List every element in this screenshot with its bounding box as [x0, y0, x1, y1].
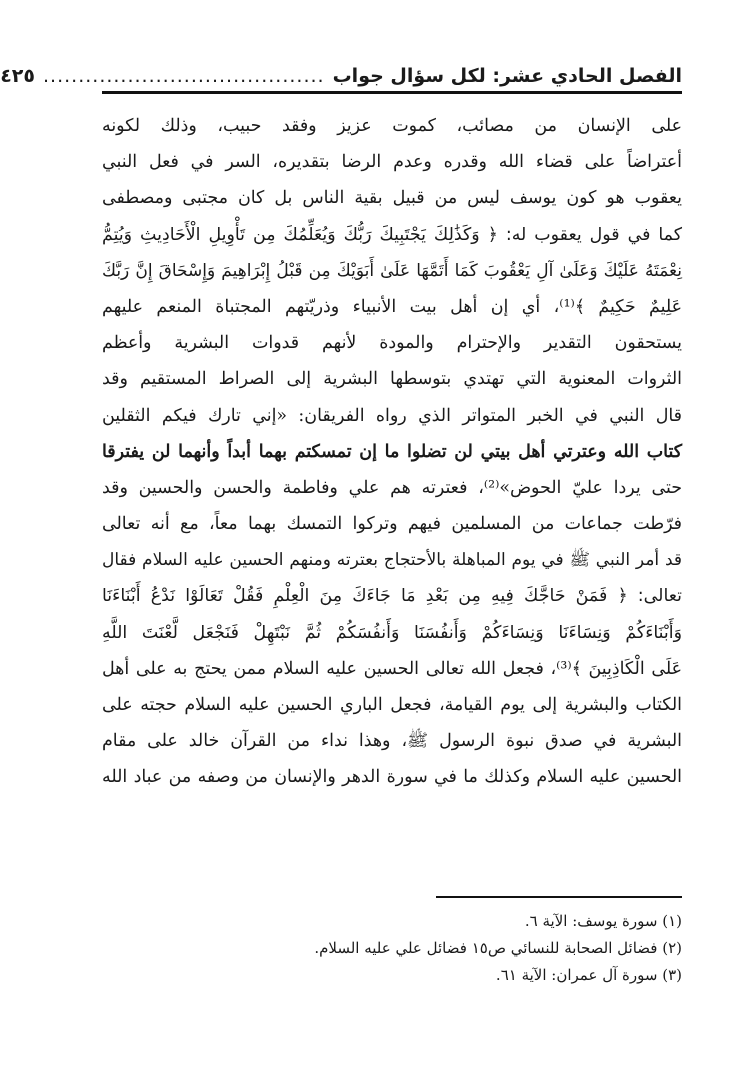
footnote: (٢) فضائل الصحابة للنسائي ص١٥ فضائل علي عليه السلام. — [314, 939, 682, 957]
body-line: على الإنسان من مصائب، كموت عزيز وفقد حبيب، وذلك لكونه — [102, 116, 682, 136]
body-line: فرّطت جماعات من المسلمين فيهم وتركوا التمسك بهما معاً، مع أنه تعالى — [102, 514, 682, 535]
body-line: الحسين عليه السلام وكذلك ما في سورة الدهر والإنسان من وصفه من عباد الله — [102, 767, 682, 788]
header-leader-dots: ........................................ — [43, 65, 325, 87]
body-line: حتى يردا عليّ الحوض»⁽²⁾، فعترته هم علي وفاطمة والحسن والحسين وقد — [102, 477, 682, 498]
chapter-title: الفصل الحادي عشر: لكل سؤال جواب — [332, 65, 682, 87]
body-line: أعتراضاً على قضاء الله وقدره وعدم الرضا بتقديره، السر في فعل النبي — [102, 152, 682, 173]
body-line-quran: كما في قول يعقوب له: ﴿ وَكَذَٰلِكَ يَجْتَبِيكَ رَبُّكَ وَيُعَلِّمُكَ مِن تَأْوِيلِ الْأَحَادِيثِ وَيُتِمُّ — [102, 224, 682, 245]
footnote: (١) سورة يوسف: الآية ٦. — [524, 912, 682, 930]
body-line-hadith: كتاب الله وعترتي أهل بيتي لن تضلوا ما إن تمسكتم بهما أبداً وأنهما لن يفترقا — [102, 441, 682, 462]
body-text — [102, 108, 682, 796]
body-line: البشرية في صدق نبوة الرسول ﷺ، وهذا نداء من القرآن خالد على مقام — [102, 731, 682, 752]
footnote-separator — [436, 896, 682, 898]
body-line: عَلَى الْكَاذِبِينَ ﴾⁽³⁾، فجعل الله تعالى الحسين عليه السلام ممن يحتج به على أهل — [102, 658, 683, 679]
footnotes — [238, 908, 682, 989]
body-line: الثروات المعنوية التي تهتدي بتوسطها البشرية إلى الصراط المستقيم وقد — [102, 369, 682, 390]
body-line-quran: تعالى: ﴿ فَمَنْ حَاجَّكَ فِيهِ مِن بَعْدِ مَا جَاءَكَ مِنَ الْعِلْمِ فَقُلْ تَعَالَوْا نَدْعُ أَبْنَاءَنَا — [102, 586, 682, 607]
body-line: يستحقون التقدير والإحترام والمودة لأنهم قدوات البشرية وأعظم — [102, 333, 682, 354]
body-line: قال النبي في الخبر المتواتر الذي رواه الفريقان: «إني تارك فيكم الثقلين — [102, 405, 682, 426]
page-number: ٤٢٥ — [0, 65, 35, 87]
footnote: (٣) سورة آل عمران: الآية ٦١. — [495, 966, 682, 984]
body-line: يعقوب هو كون يوسف ليس من قبيل بقية الناس بل كان مجتبى ومصطفى — [102, 188, 682, 209]
body-line: قد أمر النبي ﷺ في يوم المباهلة بالأحتجاج بعترته ومنهم الحسين عليه السلام فقال — [102, 550, 682, 571]
page-header — [0, 58, 682, 94]
body-line: عَلِيمٌ حَكِيمٌ ﴾⁽¹⁾، أي إن أهل بيت الأنبياء وذريّتهم المجتباة المنعم عليهم — [102, 296, 682, 317]
body-line: الكتاب والبشرية إلى يوم القيامة، فجعل الباري الحسين عليه السلام حجته على — [102, 695, 682, 715]
body-line-quran: وَأَبْنَاءَكُمْ وَنِسَاءَنَا وَنِسَاءَكُمْ وَأَنفُسَنَا وَأَنفُسَكُمْ ثُمَّ نَبْتَهِلْ فَنَجْعَل لَّعْنَتَ اللَّهِ — [102, 622, 682, 643]
body-line-quran: نِعْمَتَهُ عَلَيْكَ وَعَلَىٰ آلِ يَعْقُوبَ كَمَا أَتَمَّهَا عَلَىٰ أَبَوَيْكَ مِن قَبْلُ إِبْرَاهِيمَ وَإِسْحَاقَ إِنَّ رَبَّكَ — [102, 260, 682, 281]
